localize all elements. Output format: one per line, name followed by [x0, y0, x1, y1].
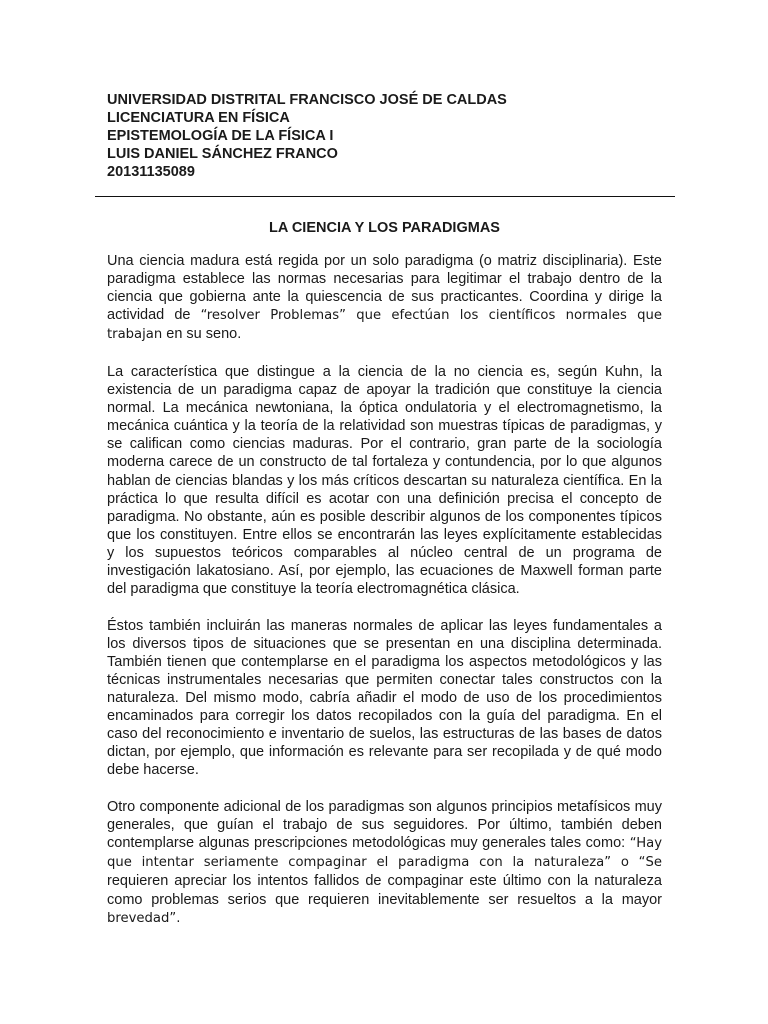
author-name: LUIS DANIEL SÁNCHEZ FRANCO — [107, 146, 338, 162]
student-id: 20131135089 — [107, 164, 195, 180]
paragraph-2: La característica que distingue a la ciencia de la no ciencia es, según Kuhn, la existencia de un paradigma capaz de apoyar la tradición que constituye la ciencia normal. La mecánica newtoniana, la óptica ondulatoria y el electromagnetismo, la mecánica cuántica y la teoría de la relatividad son muestras típicas de paradigmas, y se califican como ciencias maduras. Por el contrario, gran parte de la sociología moderna carece de un constructo de tal fortaleza y contundencia, por lo que algunos hablan de ciencias blandas y los más críticos descartan su naturaleza científica. En la práctica lo que resulta difícil es acotar con una definición precisa el concepto de paradigma. No obstante, aún es posible describir algunos de los componentes típicos que los constituyen. Entre ellos se encontrarán las leyes explícitamente establecidas y los supuestos teóricos comparables al núcleo central de un programa de investigación lakatosiano. Así, por ejemplo, las ecuaciones de Maxwell forman parte del paradigma que constituye la teoría electromagnética clásica. — [107, 363, 662, 598]
paragraph-4-quote-end: brevedad”. — [107, 910, 181, 926]
document-title: LA CIENCIA Y LOS PARADIGMAS — [269, 220, 500, 236]
header-divider — [95, 196, 675, 197]
paragraph-4-quote: “Hay que intentar seriamente compaginar el paradigma con la naturaleza” o “Se — [107, 836, 662, 871]
paragraph-1 — [107, 252, 662, 344]
paragraph-1-text: Una ciencia madura está regida por un solo paradigma (o matriz disciplinaria). Este paradigma establece las normas necesarias para legitimar el trabajo dentro de la ciencia que gobierna ante la quiescencia de sus practicantes. Coordina y dirige la actividad de — [107, 253, 662, 324]
document-body — [107, 252, 662, 946]
program-name: LICENCIATURA EN FÍSICA — [107, 110, 290, 126]
paragraph-4-middle: requieren apreciar los intentos fallidos de compaginar este último con la naturaleza como problemas serios que requieren inevitablemente ser resueltos a la mayor — [107, 873, 662, 908]
paragraph-3: Éstos también incluirán las maneras normales de aplicar las leyes fundamentales a los diversos tipos de situaciones que se presentan en una disciplina determinada. También tienen que contemplarse en el paradigma los aspectos metodológicos y las técnicas instrumentales necesarias que permiten conectar tales constructos con la naturaleza. Del mismo modo, cabría añadir el modo de uso de los procedimientos encaminados para corregir los datos recopilados con la guía del paradigma. En el caso del reconocimiento e inventario de suelos, las estructuras de las bases de datos dictan, por ejemplo, que información es relevante para ser recopilada y de qué modo debe hacerse. — [107, 617, 662, 779]
document-header — [107, 91, 667, 181]
paragraph-4-text: Otro componente adicional de los paradigmas son algunos principios metafísicos muy generales, que guían el trabajo de sus seguidores. Por último, también deben contemplarse algunas prescripciones metodológicas muy generales tales como: — [107, 799, 662, 852]
paragraph-1-quote: “resolver Problemas” que efectúan los científicos normales que trabajan — [107, 308, 663, 343]
paragraph-1-end: en su seno. — [162, 326, 242, 343]
course-name: EPISTEMOLOGÍA DE LA FÍSICA I — [107, 128, 334, 144]
university-name: UNIVERSIDAD DISTRITAL FRANCISCO JOSÉ DE CALDAS — [107, 92, 507, 108]
paragraph-4 — [107, 798, 662, 928]
